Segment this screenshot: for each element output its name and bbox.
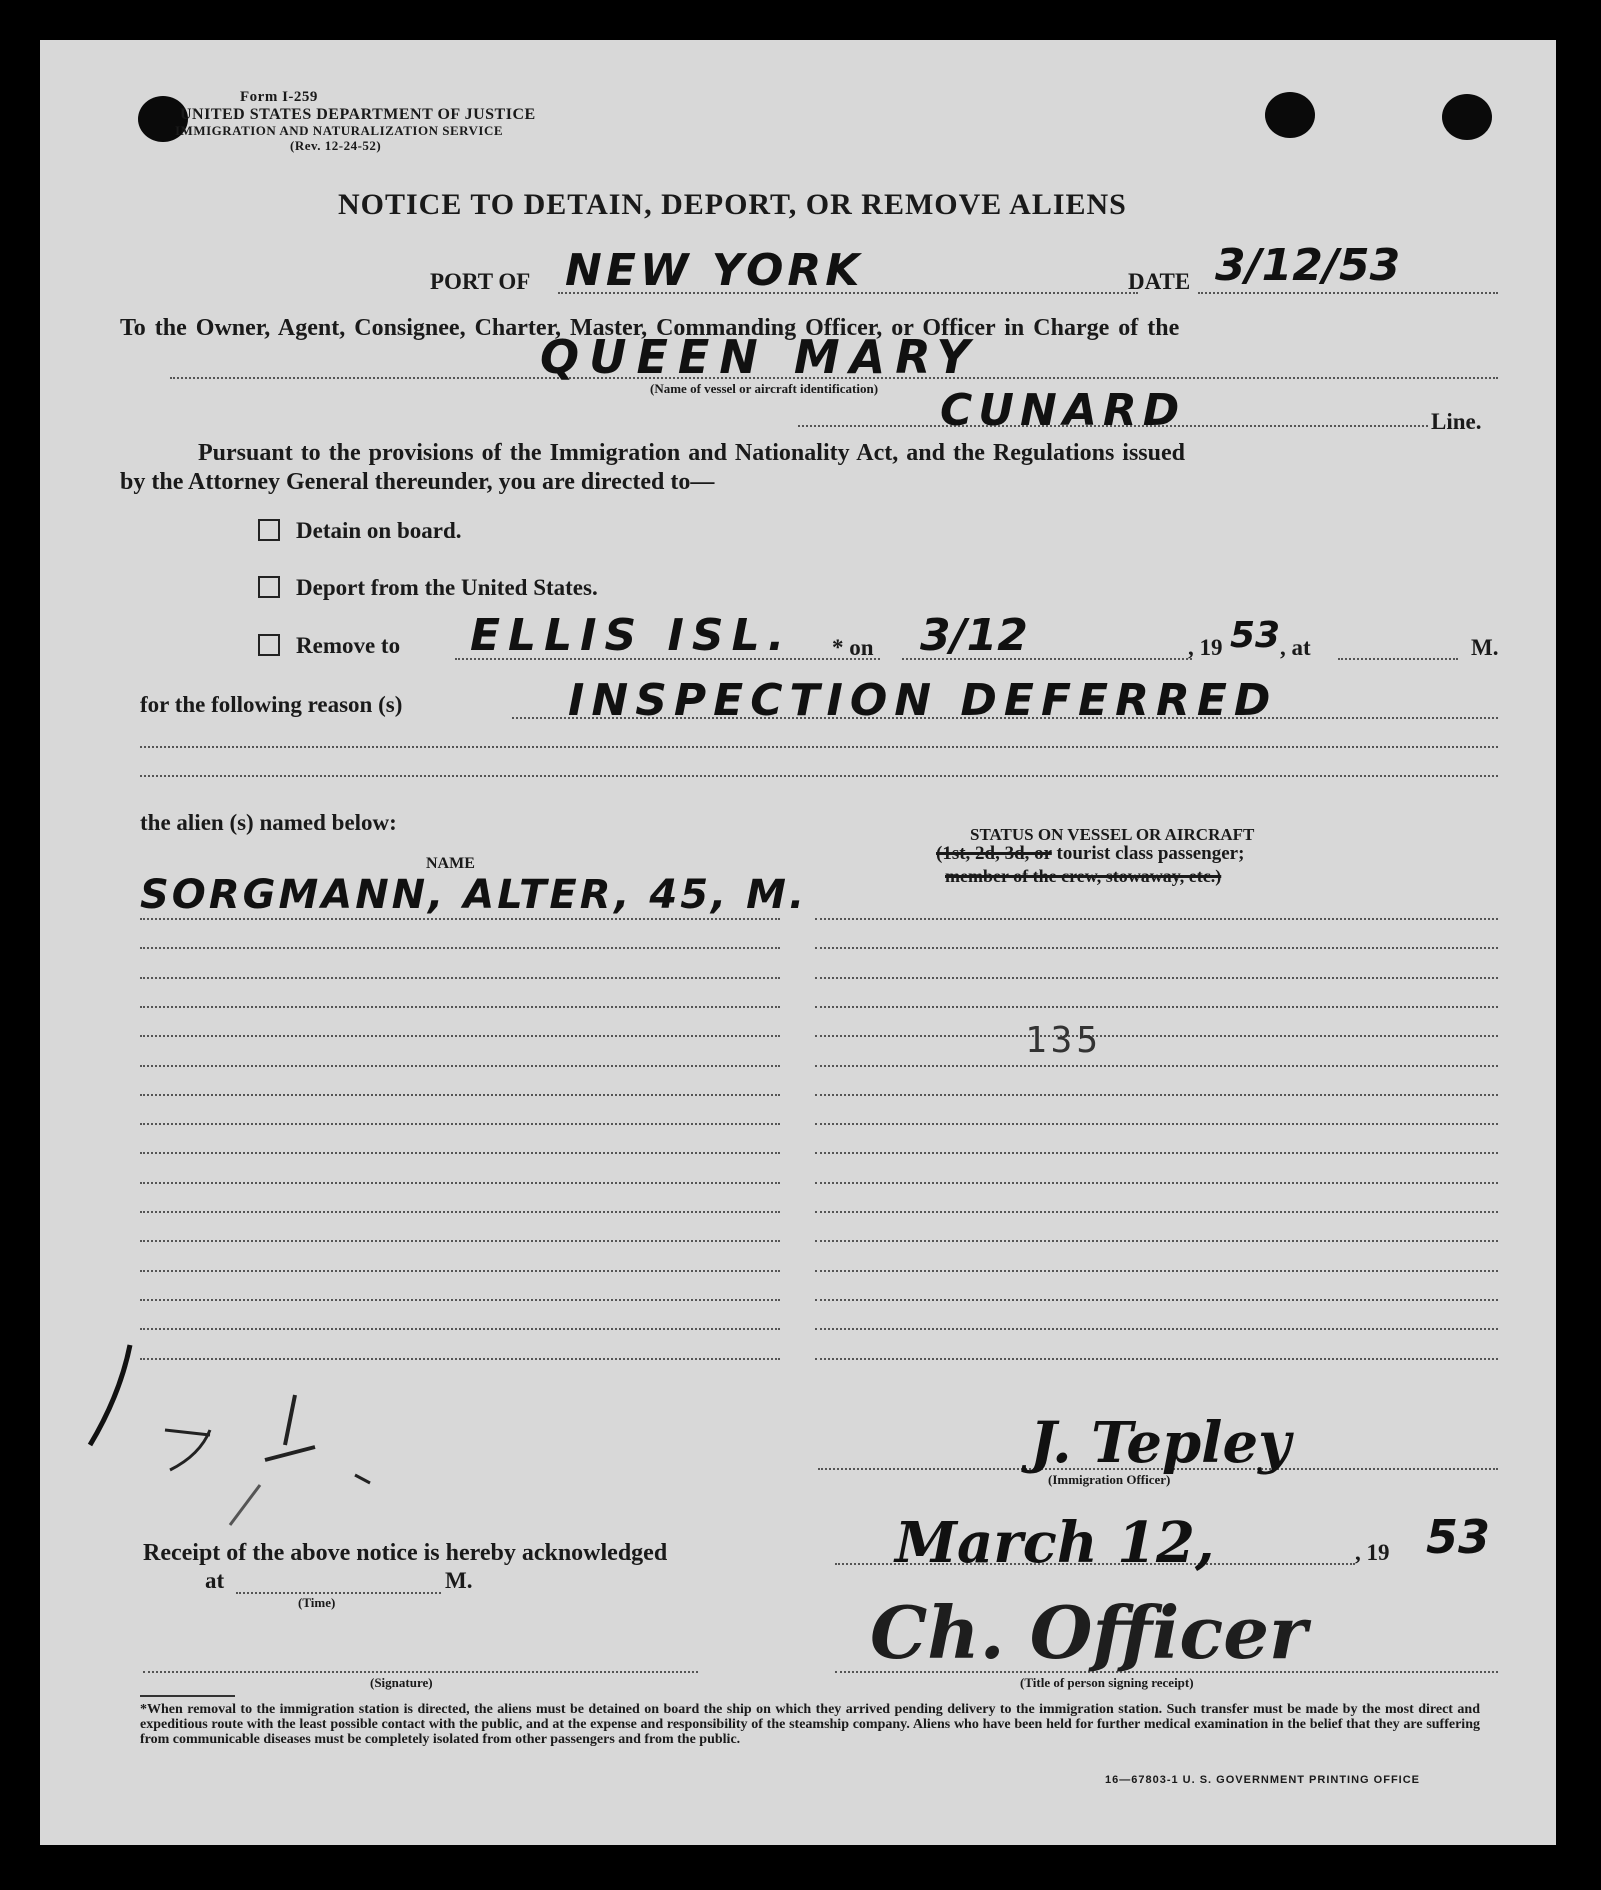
ruled-line (140, 1065, 780, 1067)
remove-checkbox[interactable] (258, 634, 280, 656)
option-remove[interactable] (258, 633, 400, 659)
deport-checkbox[interactable] (258, 576, 280, 598)
reason-value: INSPECTION DEFERRED (568, 675, 1278, 726)
status-struck-classes: (1st, 2d, 3d, or (936, 843, 1052, 864)
option-deport[interactable] (258, 575, 598, 601)
at-label: , at (1280, 635, 1311, 660)
option-detain[interactable] (258, 518, 462, 544)
ruled-line (815, 1152, 1498, 1154)
ruled-line (140, 1240, 780, 1242)
addressee-text: To the Owner, Agent, Consignee, Charter, Master, Commanding Officer, or Officer in Charge of the (120, 315, 1180, 341)
name-header: NAME (426, 855, 475, 872)
ruled-line (140, 1299, 780, 1301)
receipt-signer-title: Ch. Officer (870, 1590, 1307, 1675)
line-value: CUNARD (940, 385, 1186, 436)
form-page (40, 40, 1556, 1845)
service-name: IMMIGRATION AND NATURALIZATION SERVICE (175, 123, 504, 138)
form-revision: (Rev. 12-24-52) (290, 138, 382, 153)
ruled-line (815, 1240, 1498, 1242)
form-number: Form I-259 (240, 89, 318, 105)
department-name: UNITED STATES DEPARTMENT OF JUSTICE (180, 106, 536, 123)
m-label: M. (1471, 635, 1499, 660)
ruled-line (140, 1270, 780, 1272)
ruled-line (140, 1123, 780, 1125)
receipt-date-value: March 12, (895, 1510, 1215, 1576)
ruled-line (815, 1123, 1498, 1125)
status-line-2: member of the crew, stowaway, etc.) (945, 866, 1222, 886)
on-label: * on (832, 635, 874, 660)
punch-hole-mid (1265, 92, 1315, 138)
vessel-caption: (Name of vessel or aircraft identification) (650, 381, 879, 396)
officer-signature: J. Tepley (1030, 1410, 1291, 1476)
date-label: DATE (1128, 269, 1191, 294)
ruled-line (140, 947, 780, 949)
title-caption: (Title of person signing receipt) (1020, 1675, 1194, 1690)
status-header: STATUS ON VESSEL OR AIRCRAFT (970, 825, 1255, 844)
page-title: NOTICE TO DETAIN, DEPORT, OR REMOVE ALIENS (338, 188, 1127, 221)
ruled-line (815, 1211, 1498, 1213)
ruled-line (815, 977, 1498, 979)
port-value: NEW YORK (565, 245, 864, 296)
remove-label: Remove to (296, 633, 401, 658)
ruled-line (140, 918, 780, 920)
ruled-line (140, 1006, 780, 1008)
alien-entry-1: SORGMANN, ALTER, 45, M. (140, 872, 808, 918)
signature-caption: (Signature) (370, 1675, 433, 1690)
ruled-line (815, 1006, 1498, 1008)
printer-line: 16—67803-1 U. S. GOVERNMENT PRINTING OFFICE (1105, 1774, 1421, 1786)
detain-checkbox[interactable] (258, 519, 280, 541)
ruled-line (815, 918, 1498, 920)
ruled-line (815, 1182, 1498, 1184)
punch-hole-right (1442, 94, 1492, 140)
stamp-number: 135 (1025, 1020, 1103, 1061)
ruled-line (140, 1035, 780, 1037)
year-prefix: , 19 (1188, 635, 1223, 660)
receipt-year-prefix: , 19 (1355, 1540, 1390, 1565)
status-tourist-class: tourist class passenger; (1056, 843, 1245, 864)
ruled-line (815, 1270, 1498, 1272)
receipt-text: Receipt of the above notice is hereby acknowledged (143, 1540, 668, 1566)
ruled-line (140, 977, 780, 979)
ruled-line (815, 1065, 1498, 1067)
receipt-year-value: 53 (1426, 1510, 1491, 1564)
ruled-line (140, 1328, 780, 1330)
port-label: PORT OF (430, 269, 531, 294)
on-date-value: 3/12 (920, 610, 1028, 661)
time-caption: (Time) (298, 1595, 336, 1610)
date-value: 3/12/53 (1215, 240, 1401, 291)
ruled-line (815, 1299, 1498, 1301)
ruled-line (140, 1152, 780, 1154)
margin-scribble (70, 1335, 410, 1545)
ruled-line (815, 947, 1498, 949)
aliens-label: the alien (s) named below: (140, 810, 397, 835)
ruled-line (815, 1035, 1498, 1037)
pursuant-line-1: Pursuant to the provisions of the Immigration and Nationality Act, and the Regulations issued (198, 440, 1185, 466)
line-label: Line. (1431, 409, 1482, 434)
ruled-line (815, 1094, 1498, 1096)
ruled-line (815, 1358, 1498, 1360)
status-line-1 (936, 843, 1244, 865)
reason-label: for the following reason (s) (140, 692, 403, 717)
footnote-rule (140, 1695, 235, 1697)
officer-caption: (Immigration Officer) (1048, 1472, 1171, 1487)
ruled-line (140, 1094, 780, 1096)
deport-label: Deport from the United States. (296, 575, 598, 600)
vessel-name: QUEEN MARY (540, 330, 980, 384)
receipt-at-label: at (205, 1568, 225, 1593)
ruled-line (815, 1328, 1498, 1330)
year-value: 53 (1230, 615, 1281, 656)
ruled-line (140, 1182, 780, 1184)
receipt-m-label: M. (445, 1568, 473, 1593)
remove-to-value: ELLIS ISL. (470, 610, 793, 661)
detain-label: Detain on board. (296, 518, 462, 543)
ruled-line (140, 1211, 780, 1213)
pursuant-line-2: by the Attorney General thereunder, you are directed to— (120, 469, 715, 495)
footnote: *When removal to the immigration station is directed, the aliens must be detained on board the ship on which they arrived pending delivery to the immigration station. Such transfer must be made by the most direct and expeditious route with the least possible contact with the public, and at the expense and responsibility of the steamship company. Aliens who have been held for further medical examination in the belief that they are suffering from communicable diseases must be completely isolated from other passengers and from the public. (140, 1702, 1480, 1747)
